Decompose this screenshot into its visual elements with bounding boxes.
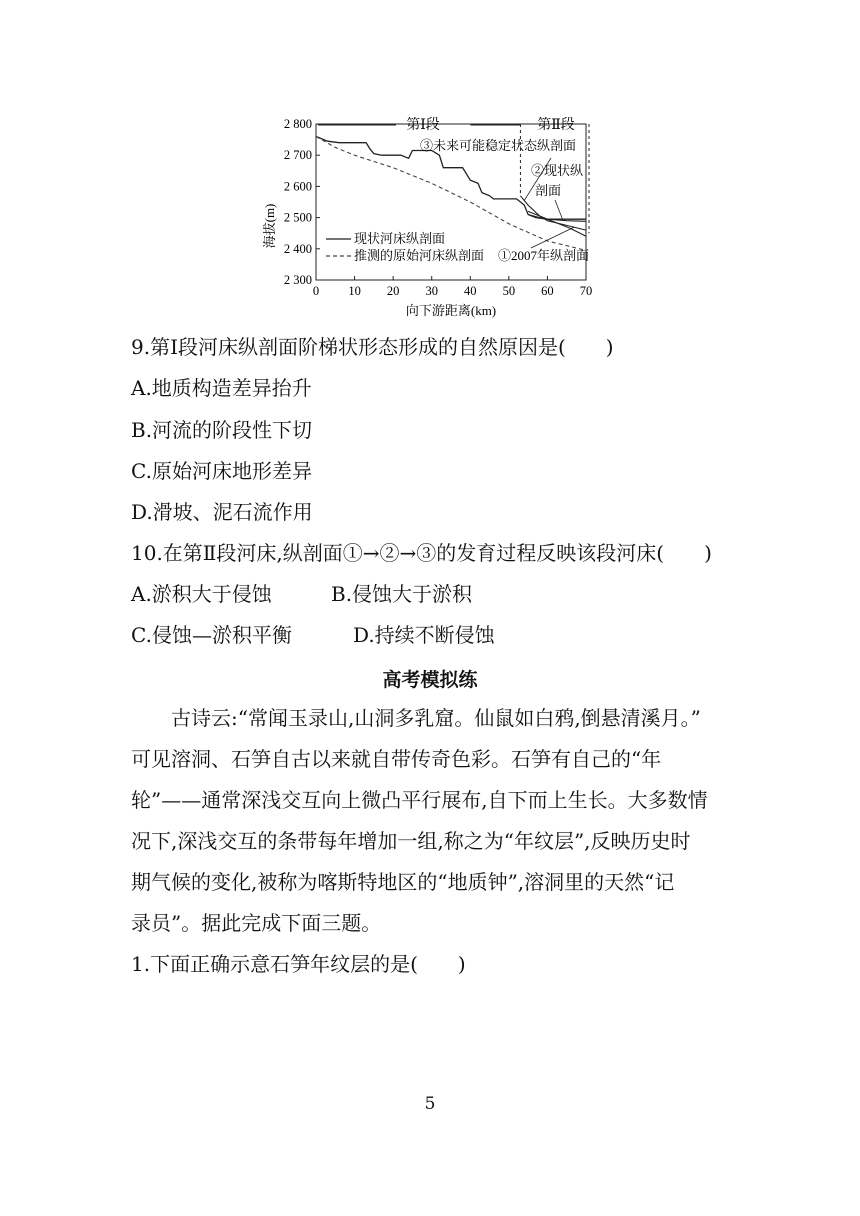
series-line-2	[520, 196, 586, 230]
question-9-option-a: A.地质构造差异抬升	[131, 376, 312, 400]
passage-line: 可见溶洞、石笋自古以来就自带传奇色彩。石笋有自己的“年	[131, 747, 662, 771]
x-tick-label: 0	[312, 284, 320, 298]
x-axis-label: 向下游距离(km)	[405, 303, 497, 318]
segment-2-label: 第Ⅱ段	[537, 118, 575, 133]
y-tick-label: 2 400	[283, 241, 312, 256]
legend-label-original: 推测的原始河床纵剖面	[354, 248, 485, 263]
x-tick-label: 50	[502, 284, 516, 298]
x-tick-label: 10	[348, 284, 361, 298]
annotation-1-leader	[531, 227, 574, 248]
y-tick-label: 2 300	[283, 273, 312, 287]
question-9-option-b: B.河流的阶段性下切	[131, 418, 313, 442]
question-9-stem: 9.第Ⅰ段河床纵剖面阶梯状形态形成的自然原因是( )	[131, 335, 614, 359]
y-tick-label: 2 600	[283, 179, 312, 194]
x-tick-label: 30	[425, 284, 438, 298]
annotation-2-leader	[555, 200, 563, 220]
question-9-option-c: C.原始河床地形差异	[131, 459, 312, 483]
x-tick-label: 60	[541, 284, 554, 298]
x-tick-label: 40	[464, 284, 477, 298]
y-tick-label: 2 500	[283, 210, 312, 225]
question-1-stem: 1.下面正确示意石笋年纹层的是( )	[131, 952, 466, 976]
passage-line: 轮”——通常深浅交互向上微凸平行展布,自下而上生长。大多数情	[131, 788, 708, 812]
question-9-option-d: D.滑坡、泥石流作用	[131, 500, 313, 524]
y-axis-label: 海拔(m)	[262, 203, 277, 249]
legend-label-current: 现状河床纵剖面	[354, 231, 446, 246]
question-10-option-b: B.侵蚀大于淤积	[331, 582, 473, 606]
series-line-4	[528, 211, 586, 236]
passage-line: 古诗云:“常闻玉录山,山洞多乳窟。仙鼠如白鸦,倒悬清溪月。”	[131, 706, 701, 730]
annotation-profile-2-line2: 剖面	[535, 183, 562, 198]
question-10-option-c: C.侵蚀—淤积平衡	[131, 623, 292, 647]
y-tick-label: 2 700	[283, 148, 312, 163]
question-10-stem: 10.在第Ⅱ段河床,纵剖面①→②→③的发育过程反映该段河床( )	[131, 541, 712, 565]
passage-line: 录员”。据此完成下面三题。	[131, 911, 382, 935]
river-profile-chart	[255, 108, 605, 320]
y-tick-label: 2 800	[283, 117, 312, 131]
annotation-profile-2-line1: ②现状纵	[531, 163, 584, 178]
segment-1-label: 第Ⅰ段	[406, 118, 440, 133]
section-title: 高考模拟练	[382, 669, 478, 691]
passage-line: 期气候的变化,被称为喀斯特地区的“地质钟”,溶洞里的天然“记	[131, 870, 675, 894]
x-tick-label: 20	[386, 284, 400, 298]
page-number: 5	[424, 1094, 436, 1114]
question-10-option-d: D.持续不断侵蚀	[353, 623, 495, 647]
passage-line: 况下,深浅交互的条带每年增加一组,称之为“年纹层”,反映历史时	[131, 829, 691, 853]
annotation-profile-1: ①2007年纵剖面	[498, 248, 590, 263]
x-tick-label: 70	[579, 284, 593, 298]
annotation-profile-3: ③未来可能稳定状态纵剖面	[420, 138, 577, 153]
question-10-option-a: A.淤积大于侵蚀	[131, 582, 272, 606]
